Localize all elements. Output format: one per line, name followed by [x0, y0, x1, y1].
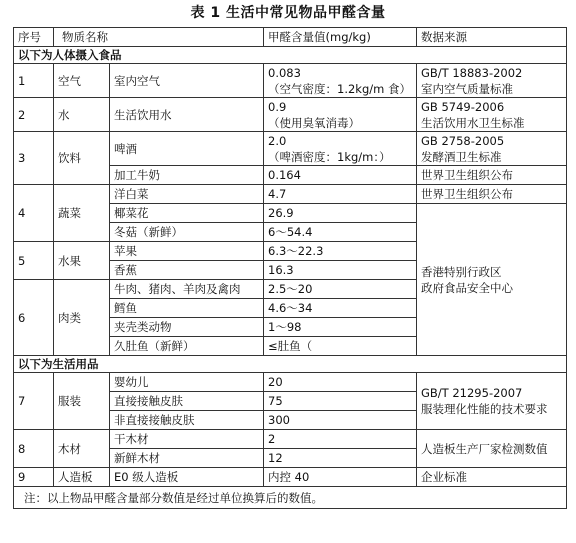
row-value: 内控 40	[264, 468, 417, 487]
row-source	[417, 98, 567, 132]
value-main: 2.0	[268, 133, 287, 148]
source-line: 香港特别行政区	[421, 264, 502, 279]
formaldehyde-table	[13, 27, 567, 509]
row-value	[264, 98, 417, 132]
header-source: 数据来源	[417, 28, 567, 47]
row-item: 干木材	[110, 430, 264, 449]
row-value: 20	[264, 373, 417, 392]
row-category: 人造板	[54, 468, 110, 487]
row-no: 4	[14, 185, 54, 242]
row-item: 香蕉	[110, 261, 264, 280]
row-item: 冬菇（新鲜）	[110, 223, 264, 242]
row-source-clothing	[417, 373, 567, 430]
value-note: （空气密度：1.2kg/m 食）	[268, 81, 411, 96]
table-row	[14, 64, 567, 98]
row-no: 5	[14, 242, 54, 280]
table-row	[14, 98, 567, 132]
table-note: 注：以上物品甲醛含量部分数值是经过单位换算后的数值。	[14, 487, 567, 509]
header-no: 序号	[14, 28, 54, 47]
source-line: GB/T 21295-2007	[421, 386, 523, 400]
row-source	[417, 64, 567, 98]
row-item: 生活饮用水	[110, 98, 264, 132]
source-line: 室内空气质量标准	[421, 81, 513, 96]
value-note: （使用臭氧消毒）	[268, 115, 360, 130]
row-item: 椰菜花	[110, 204, 264, 223]
row-value: 300	[264, 411, 417, 430]
row-no: 2	[14, 98, 54, 132]
table-row	[14, 430, 567, 449]
row-item: E0 级人造板	[110, 468, 264, 487]
section-header-goods: 以下为生活用品	[14, 356, 567, 373]
row-source: 世界卫生组织公布	[417, 166, 567, 185]
table-title: 表 1 生活中常见物品甲醛含量	[190, 5, 386, 21]
row-source-wood: 人造板生产厂家检测数值	[417, 430, 567, 468]
row-source: 企业标准	[417, 468, 567, 487]
row-item: 久肚鱼（新鲜）	[110, 337, 264, 356]
row-value: 2	[264, 430, 417, 449]
source-line: GB 5749-2006	[421, 99, 505, 114]
row-category: 水果	[54, 242, 110, 280]
row-item: 婴幼儿	[110, 373, 264, 392]
value-main: 0.9	[268, 99, 287, 114]
value-note: （啤酒密度：1kg/m：）	[268, 149, 391, 164]
source-line: 服装理化性能的技术要求	[421, 402, 548, 416]
table-row	[14, 132, 567, 166]
source-line: GB 2758-2005	[421, 133, 505, 148]
row-item: 加工牛奶	[110, 166, 264, 185]
row-source: 世界卫生组织公布	[417, 185, 567, 204]
row-no: 8	[14, 430, 54, 468]
row-item: 牛肉、猪肉、羊肉及禽肉	[110, 280, 264, 299]
source-line: 政府食品安全中心	[421, 280, 513, 295]
row-value: 4.7	[264, 185, 417, 204]
row-value	[264, 132, 417, 166]
row-value: 12	[264, 449, 417, 468]
row-source	[417, 132, 567, 166]
header-name: 物质名称	[54, 28, 264, 47]
source-line: 生活饮用水卫生标准	[421, 115, 525, 130]
row-value: ≤肚鱼（	[264, 337, 417, 356]
row-item: 鳕鱼	[110, 299, 264, 318]
source-line: 发酵酒卫生标准	[421, 149, 502, 164]
row-category: 蔬菜	[54, 185, 110, 242]
row-item: 非直接接触皮肤	[110, 411, 264, 430]
row-value: 16.3	[264, 261, 417, 280]
row-category: 木材	[54, 430, 110, 468]
row-category: 水	[54, 98, 110, 132]
row-no: 6	[14, 280, 54, 356]
row-item: 啤酒	[110, 132, 264, 166]
row-item: 室内空气	[110, 64, 264, 98]
table-row	[14, 468, 567, 487]
row-no: 9	[14, 468, 54, 487]
row-value: 4.6～34	[264, 299, 417, 318]
row-value: 6.3～22.3	[264, 242, 417, 261]
section-header-food: 以下为人体摄入食品	[14, 47, 567, 64]
row-value: 75	[264, 392, 417, 411]
row-no: 1	[14, 64, 54, 98]
table-note-row	[14, 487, 567, 509]
row-item: 洋白菜	[110, 185, 264, 204]
row-item: 直接接触皮肤	[110, 392, 264, 411]
row-value	[264, 64, 417, 98]
row-category: 饮料	[54, 132, 110, 185]
row-source-hk	[417, 204, 567, 356]
row-value: 1～98	[264, 318, 417, 337]
table-row	[14, 373, 567, 392]
row-value: 26.9	[264, 204, 417, 223]
table-row	[14, 185, 567, 204]
row-item: 新鲜木材	[110, 449, 264, 468]
table-header-row	[14, 28, 567, 47]
row-item: 苹果	[110, 242, 264, 261]
row-category: 服装	[54, 373, 110, 430]
row-value: 0.164	[264, 166, 417, 185]
row-item: 夹壳类动物	[110, 318, 264, 337]
row-no: 7	[14, 373, 54, 430]
source-line: GB/T 18883-2002	[421, 65, 523, 80]
header-value: 甲醛含量值(mg/kg)	[264, 28, 417, 47]
row-value: 6～54.4	[264, 223, 417, 242]
row-value: 2.5～20	[264, 280, 417, 299]
row-no: 3	[14, 132, 54, 185]
row-category: 空气	[54, 64, 110, 98]
row-category: 肉类	[54, 280, 110, 356]
value-main: 0.083	[268, 65, 301, 80]
